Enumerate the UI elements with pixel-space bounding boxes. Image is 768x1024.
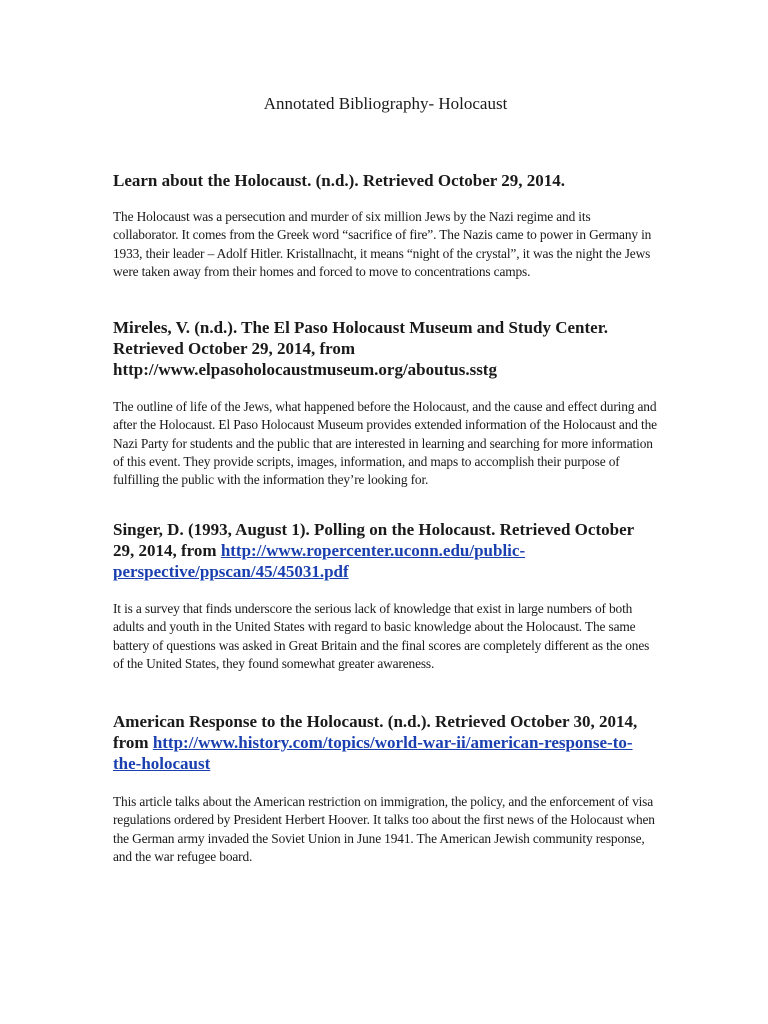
annotation-4: This article talks about the American restriction on immigration, the policy, and the enforcement of visa regulations ordered by President Herbert Hoover. It talks too about the first news of the Holocaust when the German army invaded the Soviet Union in June 1941. The American Jewish community response, and the war refugee board.	[113, 794, 655, 864]
citation-1-text: Learn about the Holocaust. (n.d.). Retrieved October 29, 2014.	[113, 171, 566, 190]
bibliography-entry-1	[113, 170, 658, 281]
annotation-2: The outline of life of the Jews, what happened before the Holocaust, and the cause and effect during and after the Holocaust. El Paso Holocaust Museum provides extended information of the Holocaust and the Nazi Party for students and the public that are interested in learning and searching for more information of this event. They provide scripts, images, information, and maps to accomplish their purpose of fulfilling the public with the information they’re looking for.	[113, 399, 657, 488]
citation-3-text: Singer, D. (1993, August 1). Polling on the Holocaust. Retrieved October 29, 2014, from	[113, 520, 634, 560]
citation-4	[113, 711, 658, 774]
citation-3	[113, 519, 658, 582]
annotation-3: It is a survey that finds underscore the serious lack of knowledge that exist in large numbers of both adults and youth in the United States with regard to basic knowledge about the Holocaust. The same battery of questions was asked in Great Britain and the final scores are completely different as the ones of the United States, they found somewhat greater awareness.	[113, 601, 650, 671]
bibliography-entry-2	[113, 317, 658, 489]
citation-4-text: American Response to the Holocaust. (n.d.). Retrieved October 30, 2014, from	[113, 712, 638, 752]
citation-3-link[interactable]: http://www.ropercenter.uconn.edu/public-perspective/ppscan/45/45031.pdf	[113, 541, 526, 581]
bibliography-entry-3	[113, 519, 658, 673]
citation-2	[113, 317, 658, 380]
citation-4-link[interactable]: http://www.history.com/topics/world-war-ii/american-response-to-the-holocaust	[113, 733, 633, 773]
annotation-1: The Holocaust was a persecution and murder of six million Jews by the Nazi regime and its collaborator. It comes from the Greek word “sacrifice of fire”. The Nazis came to power in Germany in 1933, their leader – Adolf Hitler. Kristallnacht, it means “night of the crystal”, it was the night the Jews were taken away from their homes and forced to move to concentrations camps.	[113, 209, 652, 279]
citation-2-text: Mireles, V. (n.d.). The El Paso Holocaust Museum and Study Center. Retrieved October 29, 2014, from http://www.elpasoholocaustmuseum.org/aboutus.sstg	[113, 318, 608, 379]
citation-1	[113, 170, 658, 191]
bibliography-entry-4	[113, 711, 658, 866]
document-title: Annotated Bibliography- Holocaust	[263, 94, 508, 113]
